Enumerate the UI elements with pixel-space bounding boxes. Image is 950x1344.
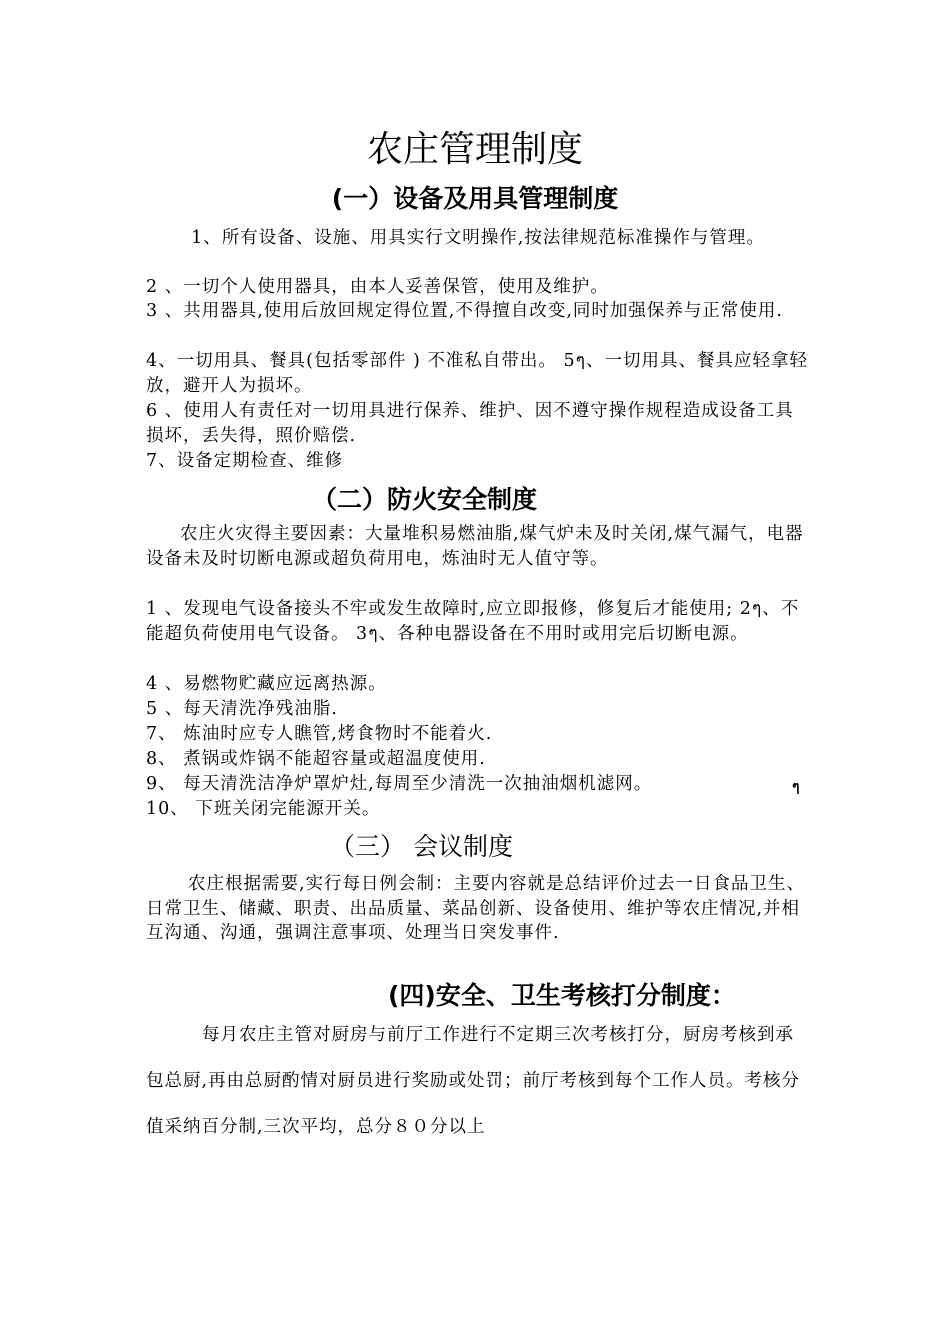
sec2-item-7: 7、 炼油时应专人瞧管,烤食物时不能着火. <box>146 724 493 744</box>
sec1-item-1: 1、所有设备、设施、用具实行文明操作,按法律规范标准操作与管理。 <box>191 228 765 248</box>
sec2-item-4: 4 、易燃物贮藏应远离热源。 <box>146 674 387 694</box>
document-title: 农庄管理制度 <box>366 129 583 170</box>
section-4-heading: (四)安全、卫生考核打分制度： <box>388 981 736 1010</box>
sec2-item-8: 8、 煮锅或炸锅不能超容量或超温度使用. <box>146 749 486 769</box>
section-3-heading: （三） 会议制度 <box>330 832 513 861</box>
sec2-item-9: 9、 每天清洗洁净炉罩炉灶,每周至少清洗一次抽油烟机滤网。 <box>146 774 653 794</box>
sec2-item-5: 5 、每天清洗净残油脂. <box>146 699 338 719</box>
section-1-heading: (一）设备及用具管理制度 <box>331 184 619 213</box>
sec1-item-6: 6 、使用人有责任对一切用具进行保养、维护、因不遵守操作规程造成设备工具损坏，丢失得，照价赔偿. <box>146 401 794 446</box>
sec3-body: 农庄根据需要,实行每日例会制：主要内容就是总结评价过去一日食品卫生、日常卫生、储藏、职责、出品质量、菜品创新、设备使用、维护等农庄情况,并相互沟通、沟通，强调注意事项、处理当日突发事件. <box>146 874 806 943</box>
sec1-item-4: 4、一切用具、餐具(包括零部件 ) 不准私自带出。 5ๆ、一切用具、餐具应轻拿轻放，避开人为损坏。 <box>146 351 809 396</box>
sec2-item-10: 10、 下班关闭完能源开关。 <box>146 799 381 819</box>
sec2-item-1: 1 、发现电气设备接头不牢或发生故障时,应立即报修，修复后才能使用; 2ๆ、不能超负荷使用电气设备。 3ๆ、各种电器设备在不用时或用完后切断电源。 <box>146 599 800 644</box>
sec4-body: 每月农庄主管对厨房与前厅工作进行不定期三次考核打分，厨房考核到承包总厨,再由总厨酌情对厨员进行奖励或处罚；前厅考核到每个工作人员。考核分值采纳百分制,三次平均，总分８０分以上 <box>146 1025 801 1137</box>
sec1-item-2: 2 、一切个人使用器具，由本人妥善保管，使用及维护。 <box>146 277 609 297</box>
sec2-item-9-mark: ๆ <box>792 779 801 795</box>
sec1-item-3: 3 、共用器具,使用后放回规定得位置,不得擅自改变,同时加强保养与正常使用. <box>146 301 783 321</box>
section-2-heading: （二）防火安全制度 <box>312 485 538 514</box>
sec2-intro: 农庄火灾得主要因素：大量堆积易燃油脂,煤气炉未及时关闭,煤气漏气，电器设备未及时切断电源或超负荷用电，炼油时无人值守等。 <box>146 524 804 569</box>
sec1-item-7: 7、设备定期检查、维修 <box>146 451 344 471</box>
